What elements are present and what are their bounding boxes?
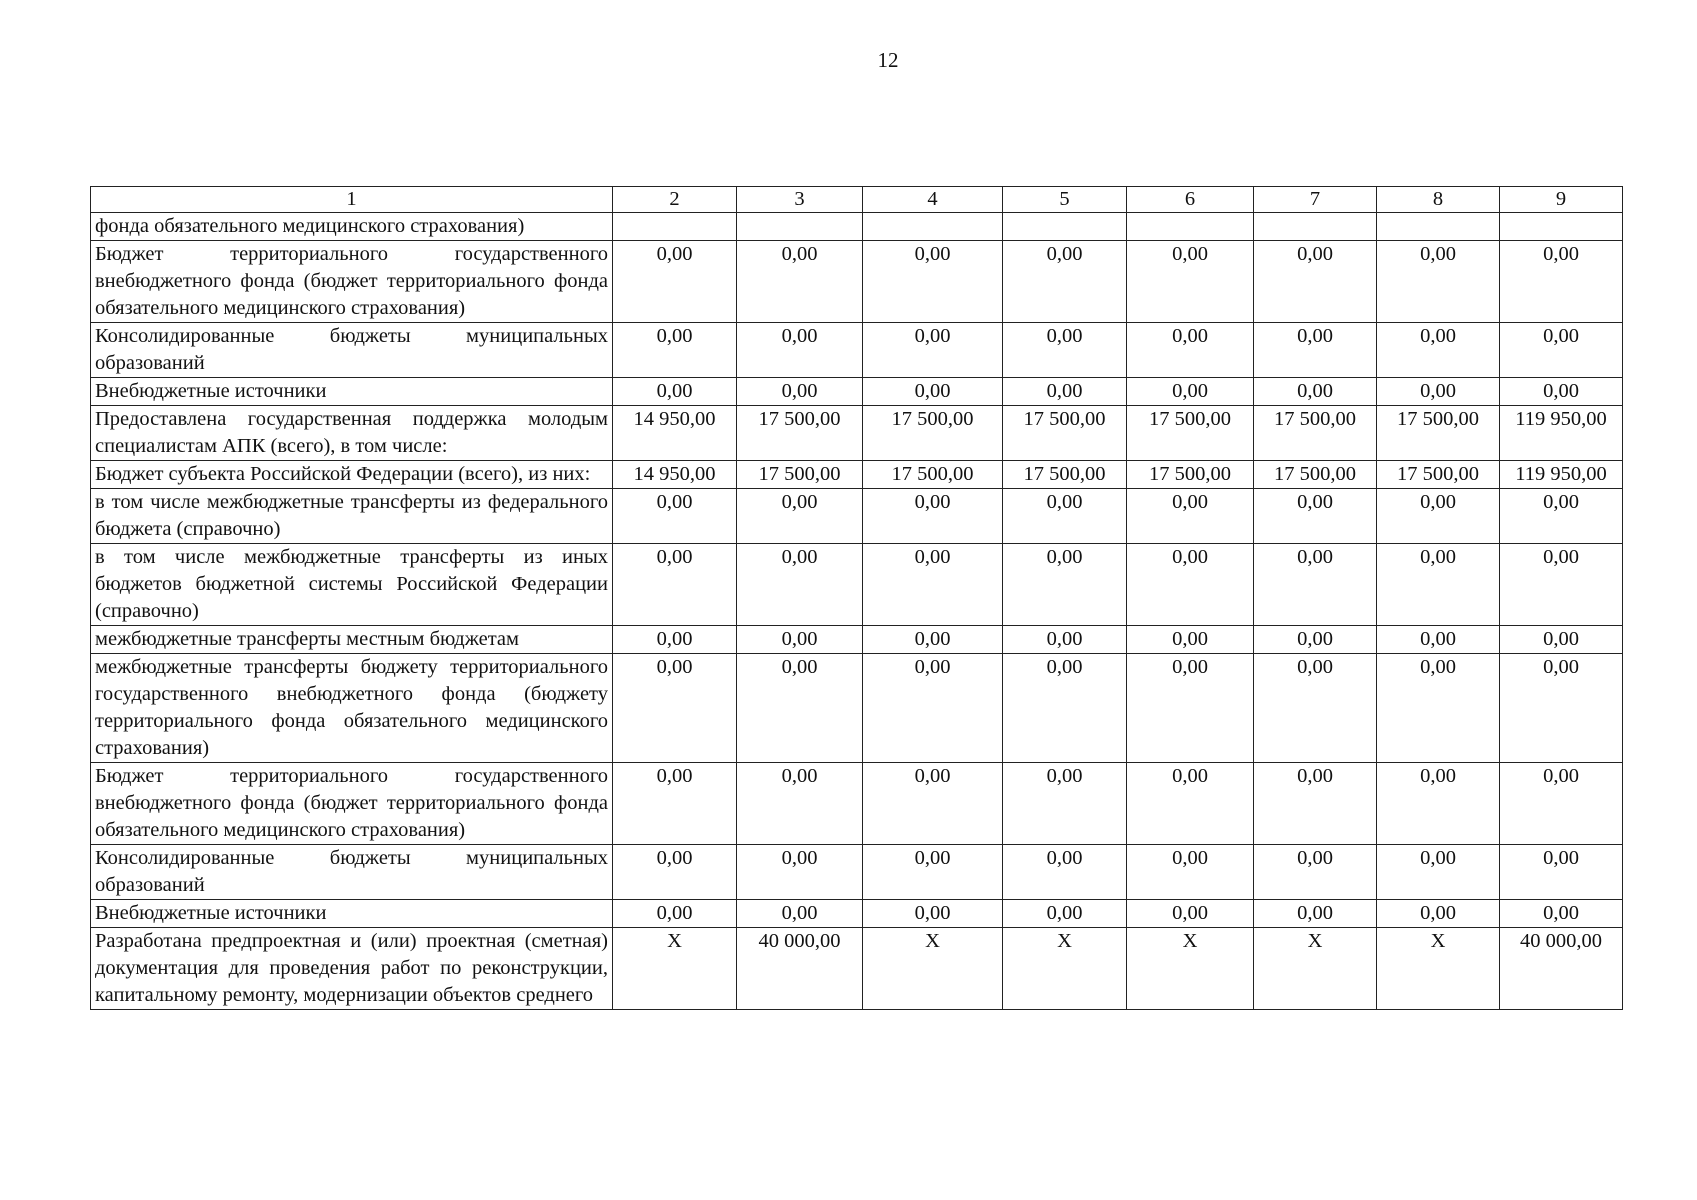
row-label: Внебюджетные источники (91, 378, 613, 406)
value-cell: 119 950,00 (1500, 461, 1623, 489)
value-cell: 0,00 (1127, 544, 1254, 626)
value-cell: 0,00 (863, 378, 1003, 406)
table-row (91, 928, 1623, 1010)
value-cell: 0,00 (737, 900, 863, 928)
value-cell: 0,00 (1500, 845, 1623, 900)
table-row (91, 845, 1623, 900)
value-cell: 0,00 (1500, 241, 1623, 323)
value-cell (737, 213, 863, 241)
value-cell: 0,00 (1003, 544, 1127, 626)
value-cell: 0,00 (863, 323, 1003, 378)
value-cell: 40 000,00 (1500, 928, 1623, 1010)
column-header: 8 (1377, 187, 1500, 213)
row-label: Консолидированные бюджеты муниципальных образований (91, 845, 613, 900)
value-cell: 0,00 (1500, 378, 1623, 406)
row-label: в том числе межбюджетные трансферты из федерального бюджета (справочно) (91, 489, 613, 544)
value-cell: 0,00 (863, 654, 1003, 763)
value-cell: 0,00 (1003, 241, 1127, 323)
value-cell: 17 500,00 (1254, 461, 1377, 489)
row-label: фонда обязательного медицинского страхования) (91, 213, 613, 241)
value-cell: 40 000,00 (737, 928, 863, 1010)
value-cell (1003, 213, 1127, 241)
value-cell: 0,00 (1003, 845, 1127, 900)
value-cell: 0,00 (613, 763, 737, 845)
value-cell: 0,00 (1254, 654, 1377, 763)
value-cell: 0,00 (1254, 489, 1377, 544)
value-cell: 0,00 (737, 489, 863, 544)
value-cell: 0,00 (737, 544, 863, 626)
value-cell: X (613, 928, 737, 1010)
value-cell: 0,00 (1127, 626, 1254, 654)
value-cell: 0,00 (1254, 763, 1377, 845)
value-cell: 0,00 (1003, 323, 1127, 378)
value-cell: 0,00 (1377, 378, 1500, 406)
value-cell: 0,00 (1003, 489, 1127, 544)
value-cell: 0,00 (1127, 845, 1254, 900)
value-cell: 0,00 (1254, 626, 1377, 654)
value-cell: 17 500,00 (1377, 461, 1500, 489)
value-cell: 0,00 (737, 241, 863, 323)
value-cell: X (1003, 928, 1127, 1010)
value-cell: 0,00 (613, 654, 737, 763)
value-cell: 0,00 (1500, 544, 1623, 626)
value-cell: 17 500,00 (1003, 406, 1127, 461)
table-row (91, 241, 1623, 323)
value-cell: 0,00 (1377, 626, 1500, 654)
value-cell: 0,00 (737, 845, 863, 900)
table-row (91, 213, 1623, 241)
table-row (91, 323, 1623, 378)
value-cell: 0,00 (1127, 654, 1254, 763)
value-cell: 0,00 (1377, 544, 1500, 626)
row-label: Разработана предпроектная и (или) проектная (сметная) документация для проведения работ по реконструкции, капитальному ремонту, модернизации объектов среднего (91, 928, 613, 1010)
value-cell: 0,00 (1003, 654, 1127, 763)
budget-table (90, 186, 1623, 1010)
value-cell: 0,00 (737, 654, 863, 763)
value-cell: 0,00 (863, 241, 1003, 323)
value-cell: 0,00 (613, 544, 737, 626)
value-cell (1127, 213, 1254, 241)
value-cell: 0,00 (1377, 900, 1500, 928)
value-cell: 0,00 (1254, 378, 1377, 406)
value-cell: X (1377, 928, 1500, 1010)
value-cell: 17 500,00 (863, 406, 1003, 461)
value-cell: 0,00 (1254, 323, 1377, 378)
value-cell: 0,00 (737, 626, 863, 654)
value-cell: 0,00 (613, 378, 737, 406)
value-cell: 0,00 (737, 378, 863, 406)
value-cell: 0,00 (1003, 900, 1127, 928)
value-cell: 0,00 (863, 544, 1003, 626)
value-cell: 17 500,00 (863, 461, 1003, 489)
value-cell: 0,00 (1254, 544, 1377, 626)
value-cell: 0,00 (1377, 654, 1500, 763)
value-cell: 0,00 (1377, 323, 1500, 378)
value-cell: 0,00 (1003, 378, 1127, 406)
value-cell: 17 500,00 (737, 461, 863, 489)
value-cell: 0,00 (1127, 763, 1254, 845)
value-cell: 0,00 (737, 763, 863, 845)
table-body (91, 213, 1623, 1010)
value-cell: 0,00 (1003, 626, 1127, 654)
value-cell: 0,00 (1127, 900, 1254, 928)
value-cell: 0,00 (613, 489, 737, 544)
value-cell: 0,00 (863, 763, 1003, 845)
value-cell: 0,00 (1254, 241, 1377, 323)
value-cell: 17 500,00 (737, 406, 863, 461)
table-row (91, 461, 1623, 489)
value-cell (863, 213, 1003, 241)
table-row (91, 763, 1623, 845)
column-header: 4 (863, 187, 1003, 213)
value-cell: 0,00 (1127, 241, 1254, 323)
row-label: Консолидированные бюджеты муниципальных образований (91, 323, 613, 378)
value-cell: X (1254, 928, 1377, 1010)
row-label: межбюджетные трансферты местным бюджетам (91, 626, 613, 654)
value-cell: 17 500,00 (1254, 406, 1377, 461)
row-label: Бюджет территориального государственного внебюджетного фонда (бюджет территориального фонда обязательного медицинского страхования) (91, 241, 613, 323)
value-cell: 0,00 (1500, 654, 1623, 763)
value-cell: X (1127, 928, 1254, 1010)
value-cell: 0,00 (1127, 323, 1254, 378)
row-label: Бюджет территориального государственного внебюджетного фонда (бюджет территориального фонда обязательного медицинского страхования) (91, 763, 613, 845)
value-cell: 14 950,00 (613, 406, 737, 461)
table-row (91, 406, 1623, 461)
table-header (91, 187, 1623, 213)
value-cell (1377, 213, 1500, 241)
value-cell: 0,00 (613, 626, 737, 654)
value-cell: 0,00 (1377, 845, 1500, 900)
value-cell: 0,00 (1500, 900, 1623, 928)
value-cell: 0,00 (1377, 489, 1500, 544)
column-header: 7 (1254, 187, 1377, 213)
column-header: 3 (737, 187, 863, 213)
table-row (91, 626, 1623, 654)
value-cell: 0,00 (613, 900, 737, 928)
value-cell (1500, 213, 1623, 241)
table-row (91, 900, 1623, 928)
value-cell: 0,00 (737, 323, 863, 378)
value-cell: 0,00 (1377, 763, 1500, 845)
value-cell: 0,00 (613, 241, 737, 323)
value-cell: 14 950,00 (613, 461, 737, 489)
value-cell: 0,00 (863, 900, 1003, 928)
value-cell: 0,00 (863, 489, 1003, 544)
value-cell: 0,00 (863, 626, 1003, 654)
row-label: Предоставлена государственная поддержка молодым специалистам АПК (всего), в том числе: (91, 406, 613, 461)
table-row (91, 378, 1623, 406)
value-cell: 0,00 (1254, 845, 1377, 900)
value-cell: 0,00 (1254, 900, 1377, 928)
table-row (91, 654, 1623, 763)
value-cell: 0,00 (1500, 489, 1623, 544)
column-header: 6 (1127, 187, 1254, 213)
header-row (91, 187, 1623, 213)
value-cell (613, 213, 737, 241)
column-header: 9 (1500, 187, 1623, 213)
row-label: Внебюджетные источники (91, 900, 613, 928)
value-cell: 0,00 (1500, 626, 1623, 654)
column-header: 5 (1003, 187, 1127, 213)
table-row (91, 544, 1623, 626)
page-number: 12 (877, 48, 899, 72)
value-cell: 0,00 (1377, 241, 1500, 323)
value-cell: 0,00 (1003, 763, 1127, 845)
value-cell: 0,00 (863, 845, 1003, 900)
value-cell: 0,00 (613, 845, 737, 900)
value-cell: 0,00 (613, 323, 737, 378)
column-header: 1 (91, 187, 613, 213)
value-cell: 0,00 (1500, 763, 1623, 845)
value-cell: 119 950,00 (1500, 406, 1623, 461)
value-cell: X (863, 928, 1003, 1010)
row-label: в том числе межбюджетные трансферты из иных бюджетов бюджетной системы Российской Федерации (справочно) (91, 544, 613, 626)
column-header: 2 (613, 187, 737, 213)
table-row (91, 489, 1623, 544)
value-cell: 17 500,00 (1003, 461, 1127, 489)
value-cell: 17 500,00 (1377, 406, 1500, 461)
row-label: межбюджетные трансферты бюджету территориального государственного внебюджетного фонда (бюджету территориального фонда обязательного медицинского страхования) (91, 654, 613, 763)
value-cell: 0,00 (1500, 323, 1623, 378)
row-label: Бюджет субъекта Российской Федерации (всего), из них: (91, 461, 613, 489)
value-cell (1254, 213, 1377, 241)
value-cell: 0,00 (1127, 378, 1254, 406)
value-cell: 17 500,00 (1127, 461, 1254, 489)
value-cell: 17 500,00 (1127, 406, 1254, 461)
value-cell: 0,00 (1127, 489, 1254, 544)
